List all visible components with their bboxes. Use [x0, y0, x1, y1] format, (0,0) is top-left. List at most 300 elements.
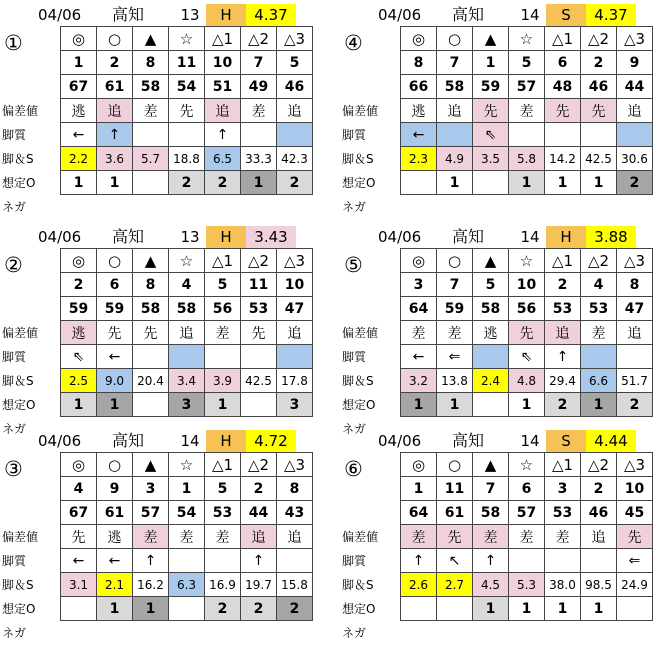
track-name: 高知	[112, 431, 145, 450]
nega-cell: 1	[205, 393, 241, 417]
nega-cell	[473, 393, 509, 417]
style-cell: 差	[581, 321, 617, 345]
horse-table	[60, 452, 313, 621]
mark-cell: ◎	[61, 249, 97, 273]
legs-cell	[169, 123, 205, 147]
style-cell: 先	[437, 525, 473, 549]
style-cell: 差	[169, 525, 205, 549]
style-cell: 先	[473, 99, 509, 123]
deviation-cell: 57	[133, 501, 169, 525]
race-code: H	[206, 4, 246, 26]
row-label-style: 脚質	[342, 554, 367, 568]
mark-cell: ◎	[61, 453, 97, 477]
mark-cell: △2	[241, 453, 277, 477]
race-panel	[340, 4, 670, 214]
odds-cell: 15.8	[277, 573, 313, 597]
odds-cell: 9.0	[97, 369, 133, 393]
horse-number-cell: 10	[277, 273, 313, 297]
legs-cell	[241, 345, 277, 369]
legs-cell	[277, 549, 313, 573]
horse-number-cell: 1	[61, 51, 97, 75]
row-label-style: 脚質	[2, 554, 27, 568]
race-panel	[0, 430, 330, 640]
legs-cell	[277, 345, 313, 369]
track-name: 高知	[112, 227, 145, 246]
mark-cell: △3	[617, 249, 653, 273]
race-panel	[340, 430, 670, 640]
odds-cell: 19.7	[241, 573, 277, 597]
style-cell: 逃	[61, 99, 97, 123]
mark-cell: △3	[277, 249, 313, 273]
style-cell: 差	[545, 525, 581, 549]
style-cell: 追	[617, 99, 653, 123]
deviation-cell: 47	[277, 297, 313, 321]
row-label-legs: 脚＆S	[342, 578, 374, 592]
table-row	[401, 453, 653, 477]
style-cell: 先	[133, 321, 169, 345]
row-label-nega: ネガ	[342, 200, 367, 214]
style-cell: 追	[277, 99, 313, 123]
table-row	[61, 573, 313, 597]
style-cell: 先	[169, 99, 205, 123]
mark-cell: ▲	[133, 249, 169, 273]
mark-cell: ▲	[133, 27, 169, 51]
mark-cell: ○	[437, 249, 473, 273]
deviation-cell: 58	[437, 75, 473, 99]
odds-cell: 4.5	[473, 573, 509, 597]
odds-cell: 6.3	[169, 573, 205, 597]
row-label-nega: ネガ	[2, 626, 27, 640]
race-date: 04/06	[38, 6, 82, 24]
legs-cell	[205, 549, 241, 573]
style-cell: 差	[241, 99, 277, 123]
odds-cell: 20.4	[133, 369, 169, 393]
deviation-cell: 57	[509, 501, 545, 525]
style-cell: 差	[133, 99, 169, 123]
legs-cell: ↖	[437, 549, 473, 573]
table-row	[401, 369, 653, 393]
odds-cell: 5.7	[133, 147, 169, 171]
horse-number-cell: 2	[61, 273, 97, 297]
horse-number-cell: 11	[437, 477, 473, 501]
nega-cell: 1	[581, 393, 617, 417]
nega-cell: 2	[241, 597, 277, 621]
legs-cell	[509, 123, 545, 147]
legs-cell	[277, 123, 313, 147]
horse-number-cell: 7	[437, 51, 473, 75]
nega-cell	[437, 597, 473, 621]
table-row	[401, 273, 653, 297]
horse-number-cell: 6	[509, 477, 545, 501]
deviation-cell: 49	[241, 75, 277, 99]
table-row	[61, 249, 313, 273]
deviation-cell: 48	[545, 75, 581, 99]
style-cell: 追	[581, 525, 617, 549]
table-row	[61, 147, 313, 171]
race-date: 04/06	[378, 6, 422, 24]
deviation-cell: 54	[169, 75, 205, 99]
odds-cell: 4.9	[437, 147, 473, 171]
row-label-odds: 想定O	[2, 602, 36, 616]
nega-cell: 2	[277, 597, 313, 621]
style-cell: 先	[617, 525, 653, 549]
legs-cell	[545, 549, 581, 573]
table-row	[401, 549, 653, 573]
horse-number-cell: 3	[545, 477, 581, 501]
deviation-cell: 53	[205, 501, 241, 525]
track-name: 高知	[452, 5, 485, 24]
table-row	[61, 477, 313, 501]
odds-cell: 2.6	[401, 573, 437, 597]
table-row	[401, 147, 653, 171]
panel-number: ⑥	[344, 457, 363, 481]
panel-number: ⑤	[344, 253, 363, 277]
race-date: 04/06	[378, 228, 422, 246]
row-label-style: 脚質	[2, 350, 27, 364]
deviation-cell: 44	[241, 501, 277, 525]
legs-cell: ←	[401, 345, 437, 369]
style-cell: 差	[473, 525, 509, 549]
table-row	[401, 249, 653, 273]
race-count: 13	[180, 228, 200, 246]
style-cell: 追	[241, 525, 277, 549]
style-cell: 差	[509, 99, 545, 123]
odds-cell: 2.3	[401, 147, 437, 171]
deviation-cell: 58	[473, 501, 509, 525]
style-cell: 先	[545, 99, 581, 123]
odds-cell: 6.6	[581, 369, 617, 393]
deviation-cell: 61	[97, 501, 133, 525]
mark-cell: △1	[545, 27, 581, 51]
odds-cell: 3.9	[205, 369, 241, 393]
legs-cell	[169, 345, 205, 369]
mark-cell: ☆	[509, 249, 545, 273]
table-row	[61, 123, 313, 147]
nega-cell: 1	[545, 171, 581, 195]
horse-number-cell: 5	[277, 51, 313, 75]
style-cell: 差	[401, 525, 437, 549]
mark-cell: ◎	[401, 27, 437, 51]
style-cell: 追	[545, 321, 581, 345]
deviation-cell: 53	[545, 297, 581, 321]
table-row	[401, 99, 653, 123]
horse-number-cell: 7	[437, 273, 473, 297]
race-date: 04/06	[38, 432, 82, 450]
odds-cell: 14.2	[545, 147, 581, 171]
row-label-nega: ネガ	[2, 422, 27, 436]
horse-number-cell: 7	[241, 51, 277, 75]
row-label-style: 脚質	[342, 128, 367, 142]
style-cell: 先	[97, 321, 133, 345]
race-score: 4.72	[246, 430, 296, 452]
horse-number-cell: 6	[97, 273, 133, 297]
table-row	[401, 345, 653, 369]
mark-cell: △1	[545, 249, 581, 273]
horse-number-cell: 2	[581, 51, 617, 75]
mark-cell: ☆	[509, 453, 545, 477]
mark-cell: △2	[581, 27, 617, 51]
legs-cell	[205, 345, 241, 369]
table-row	[61, 453, 313, 477]
row-label-deviation: 偏差値	[2, 326, 39, 340]
horse-number-cell: 4	[169, 273, 205, 297]
horse-table	[60, 248, 313, 417]
horse-number-cell: 10	[617, 477, 653, 501]
mark-cell: ▲	[473, 249, 509, 273]
legs-cell: ⇖	[61, 345, 97, 369]
panel-number: ③	[4, 457, 23, 481]
deviation-cell: 43	[277, 501, 313, 525]
horse-number-cell: 11	[241, 273, 277, 297]
deviation-cell: 53	[581, 297, 617, 321]
table-row	[401, 525, 653, 549]
nega-cell: 1	[509, 597, 545, 621]
table-row	[61, 171, 313, 195]
row-label-deviation: 偏差値	[2, 530, 39, 544]
nega-cell: 2	[205, 597, 241, 621]
mark-cell: △3	[617, 27, 653, 51]
deviation-cell: 57	[509, 75, 545, 99]
style-cell: 差	[205, 525, 241, 549]
style-cell: 追	[277, 525, 313, 549]
row-label-odds: 想定O	[2, 176, 36, 190]
style-cell: 先	[509, 321, 545, 345]
nega-cell: 1	[61, 171, 97, 195]
nega-cell: 2	[617, 171, 653, 195]
legs-cell	[169, 549, 205, 573]
horse-number-cell: 7	[473, 477, 509, 501]
legs-cell: ⇖	[473, 123, 509, 147]
row-label-odds: 想定O	[342, 176, 376, 190]
mark-cell: ▲	[473, 453, 509, 477]
panel-number: ①	[4, 31, 23, 55]
horse-number-cell: 5	[509, 51, 545, 75]
mark-cell: △1	[205, 249, 241, 273]
race-score: 3.88	[586, 226, 636, 248]
nega-cell: 1	[133, 597, 169, 621]
odds-cell: 3.6	[97, 147, 133, 171]
style-cell: 差	[401, 321, 437, 345]
table-row	[61, 525, 313, 549]
table-row	[401, 477, 653, 501]
row-label-legs: 脚＆S	[2, 578, 34, 592]
deviation-cell: 46	[581, 75, 617, 99]
horse-number-cell: 8	[133, 273, 169, 297]
deviation-cell: 59	[97, 297, 133, 321]
deviation-cell: 46	[277, 75, 313, 99]
style-cell: 追	[617, 321, 653, 345]
deviation-cell: 58	[169, 297, 205, 321]
track-name: 高知	[112, 5, 145, 24]
style-cell: 差	[437, 321, 473, 345]
legs-cell: ⇐	[437, 345, 473, 369]
odds-cell: 5.3	[509, 573, 545, 597]
nega-cell: 3	[169, 393, 205, 417]
table-row	[401, 27, 653, 51]
table-row	[61, 321, 313, 345]
horse-number-cell: 9	[97, 477, 133, 501]
horse-number-cell: 4	[581, 273, 617, 297]
mark-cell: △2	[581, 453, 617, 477]
horse-number-cell: 10	[205, 51, 241, 75]
nega-cell: 1	[401, 393, 437, 417]
table-row	[401, 393, 653, 417]
odds-cell: 2.1	[97, 573, 133, 597]
legs-cell	[545, 123, 581, 147]
table-row	[61, 393, 313, 417]
deviation-cell: 58	[473, 297, 509, 321]
deviation-cell: 61	[97, 75, 133, 99]
nega-cell: 1	[437, 393, 473, 417]
nega-cell: 1	[97, 597, 133, 621]
mark-cell: ○	[97, 453, 133, 477]
nega-cell: 1	[545, 597, 581, 621]
odds-cell: 24.9	[617, 573, 653, 597]
mark-cell: △2	[581, 249, 617, 273]
nega-cell: 2	[545, 393, 581, 417]
mark-cell: ◎	[401, 249, 437, 273]
mark-cell: ☆	[169, 249, 205, 273]
odds-cell: 51.7	[617, 369, 653, 393]
deviation-cell: 56	[509, 297, 545, 321]
legs-cell: ↑	[545, 345, 581, 369]
horse-number-cell: 1	[473, 51, 509, 75]
table-row	[61, 297, 313, 321]
deviation-cell: 61	[437, 501, 473, 525]
odds-cell: 13.8	[437, 369, 473, 393]
nega-cell: 1	[509, 393, 545, 417]
nega-cell: 1	[97, 393, 133, 417]
table-row	[61, 345, 313, 369]
nega-cell	[61, 597, 97, 621]
nega-cell: 2	[205, 171, 241, 195]
horse-number-cell: 4	[61, 477, 97, 501]
legs-cell: ⇖	[509, 345, 545, 369]
nega-cell: 2	[617, 393, 653, 417]
table-row	[401, 573, 653, 597]
horse-number-cell: 1	[401, 477, 437, 501]
table-row	[401, 321, 653, 345]
nega-cell	[401, 171, 437, 195]
row-label-odds: 想定O	[342, 398, 376, 412]
deviation-cell: 59	[437, 297, 473, 321]
style-cell: 追	[169, 321, 205, 345]
deviation-cell: 67	[61, 75, 97, 99]
horse-table	[400, 452, 653, 621]
legs-cell: ↑	[97, 123, 133, 147]
mark-cell: ☆	[509, 27, 545, 51]
style-cell: 追	[205, 99, 241, 123]
mark-cell: ▲	[133, 453, 169, 477]
race-score: 3.43	[246, 226, 296, 248]
mark-cell: △1	[545, 453, 581, 477]
horse-number-cell: 8	[277, 477, 313, 501]
row-label-legs: 脚＆S	[342, 374, 374, 388]
horse-table	[400, 26, 653, 195]
nega-cell	[473, 171, 509, 195]
table-row	[61, 597, 313, 621]
horse-number-cell: 6	[545, 51, 581, 75]
horse-number-cell: 9	[617, 51, 653, 75]
deviation-cell: 58	[133, 297, 169, 321]
deviation-cell: 59	[473, 75, 509, 99]
race-count: 14	[520, 432, 540, 450]
row-label-deviation: 偏差値	[342, 104, 379, 118]
style-cell: 差	[205, 321, 241, 345]
deviation-cell: 54	[169, 501, 205, 525]
race-panel	[0, 4, 330, 214]
table-row	[61, 273, 313, 297]
legs-cell	[581, 549, 617, 573]
odds-cell: 30.6	[617, 147, 653, 171]
race-count: 14	[520, 6, 540, 24]
row-label-legs: 脚＆S	[2, 152, 34, 166]
table-row	[401, 171, 653, 195]
odds-cell: 42.5	[581, 147, 617, 171]
legs-cell: ↑	[133, 549, 169, 573]
legs-cell	[509, 549, 545, 573]
odds-cell: 5.8	[509, 147, 545, 171]
odds-cell: 2.5	[61, 369, 97, 393]
mark-cell: ◎	[61, 27, 97, 51]
row-label-style: 脚質	[2, 128, 27, 142]
race-code: H	[206, 226, 246, 248]
race-date: 04/06	[38, 228, 82, 246]
style-cell: 追	[277, 321, 313, 345]
race-score: 4.37	[246, 4, 296, 26]
odds-cell: 98.5	[581, 573, 617, 597]
row-label-nega: ネガ	[342, 626, 367, 640]
nega-cell: 1	[437, 171, 473, 195]
style-cell: 追	[97, 99, 133, 123]
race-score: 4.37	[586, 4, 636, 26]
legs-cell: ←	[61, 549, 97, 573]
row-label-style: 脚質	[342, 350, 367, 364]
race-score: 4.44	[586, 430, 636, 452]
table-row	[61, 27, 313, 51]
nega-cell: 1	[241, 171, 277, 195]
track-name: 高知	[452, 227, 485, 246]
race-code: H	[546, 226, 586, 248]
horse-number-cell: 2	[545, 273, 581, 297]
style-cell: 追	[437, 99, 473, 123]
horse-number-cell: 8	[617, 273, 653, 297]
table-row	[61, 369, 313, 393]
table-row	[61, 51, 313, 75]
mark-cell: △2	[241, 27, 277, 51]
table-row	[61, 501, 313, 525]
panel-number: ④	[344, 31, 363, 55]
odds-cell: 42.3	[277, 147, 313, 171]
mark-cell: △2	[241, 249, 277, 273]
race-count: 14	[180, 432, 200, 450]
nega-cell: 1	[581, 171, 617, 195]
row-label-legs: 脚＆S	[342, 152, 374, 166]
nega-cell	[133, 393, 169, 417]
mark-cell: ○	[97, 249, 133, 273]
style-cell: 逃	[473, 321, 509, 345]
mark-cell: ◎	[401, 453, 437, 477]
odds-cell: 3.4	[169, 369, 205, 393]
horse-number-cell: 5	[473, 273, 509, 297]
deviation-cell: 64	[401, 501, 437, 525]
nega-cell: 1	[61, 393, 97, 417]
nega-cell	[241, 393, 277, 417]
legs-cell	[133, 123, 169, 147]
horse-number-cell: 3	[401, 273, 437, 297]
mark-cell: ○	[97, 27, 133, 51]
nega-cell: 1	[509, 171, 545, 195]
